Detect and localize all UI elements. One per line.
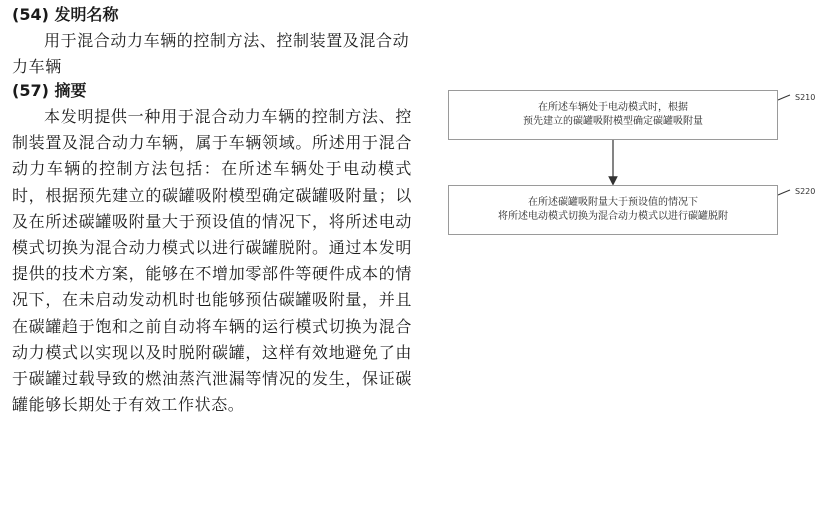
step-leader-s210 (778, 95, 790, 100)
flowchart-step-s210 (448, 90, 778, 140)
step-s220-line2: 将所述电动模式切换为混合动力模式以进行碳罐脱附 (498, 211, 728, 222)
title-section-number: (54) (12, 5, 49, 24)
step-label-s210: S210 (795, 93, 816, 102)
title-section-heading (12, 4, 412, 26)
abstract-page (12, 4, 412, 418)
invention-title: 用于混合动力车辆的控制方法、控制装置及混合动力车辆 (12, 31, 410, 76)
flowchart (440, 85, 820, 255)
step-s210-line2: 预先建立的碳罐吸附模型确定碳罐吸附量 (523, 116, 703, 127)
flowchart-step-s220 (448, 185, 778, 235)
step-label-s220: S220 (795, 187, 816, 196)
step-s210-line1: 在所述车辆处于电动模式时，根据 (538, 102, 688, 113)
step-s220-line1: 在所述碳罐吸附量大于预设值的情况下 (528, 197, 698, 208)
title-section-label: 发明名称 (54, 5, 119, 24)
abstract-section-label: 摘要 (54, 81, 87, 100)
step-leader-s220 (778, 190, 790, 195)
abstract-section-number: (57) (12, 81, 49, 100)
abstract-section-heading (12, 80, 412, 102)
abstract-body: 本发明提供一种用于混合动力车辆的控制方法、控制装置及混合动力车辆，属于车辆领域。所述用于混合动力车辆的控制方法包括：在所述车辆处于电动模式时，根据预先建立的碳罐吸附模型确定碳罐吸附量；以及在所述碳罐吸附量大于预设值的情况下，将所述电动模式切换为混合动力模式以进行碳罐脱附。通过本发明提供的技术方案，能够在不增加零部件等硬件成本的情况下，在未启动发动机时也能够预估碳罐吸附量，并且在碳罐趋于饱和之前自动将车辆的运行模式切换为混合动力模式以实现以及时脱附碳罐，这样有效地避免了由于碳罐过载导致的燃油蒸汽泄漏等情况的发生，保证碳罐能够长期处于有效工作状态。 (12, 107, 412, 415)
